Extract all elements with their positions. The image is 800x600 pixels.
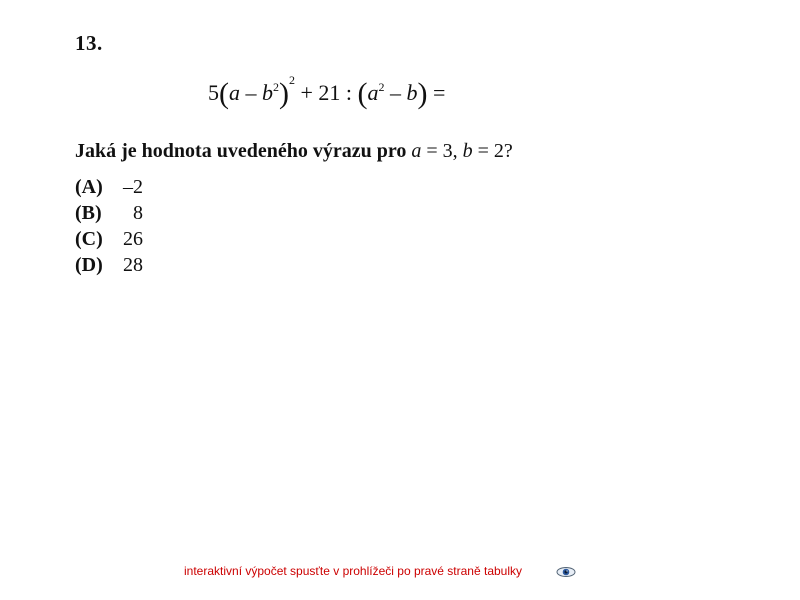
exponent: 2 [273,80,279,94]
variable-b-2: b [406,80,418,105]
option-value: –2 [123,176,143,198]
question-a-value: 3 [442,140,453,162]
question-eq-a: = [421,140,443,162]
question-prefix: Jaká je hodnota uvedeného výrazu pro [75,140,407,162]
question-eq-b: = [472,140,494,162]
right-paren-2: ) [417,77,428,110]
interactive-calc-note: interaktivní výpočet spusťte v prohlížeči po pravé straně tabulky [184,564,523,578]
option-letter: (D) [75,254,103,276]
coefficient: 5 [208,80,219,105]
option-letter: (A) [75,176,103,198]
left-paren-2: ( [357,77,368,110]
option-b [75,200,143,226]
left-paren: ( [219,77,229,110]
variable-a-2: a [367,80,379,105]
option-value: 28 [123,254,143,276]
option-letter: (C) [75,228,103,250]
exponent-2: 2 [378,80,385,94]
plus-divide: + 21 : [295,80,358,105]
outer-exponent: 2 [289,73,295,87]
equals-sign: = [427,80,446,105]
option-letter: (B) [75,202,102,224]
answer-options [75,174,143,278]
minus-sign: – [240,80,262,105]
question-var-a: a [411,140,422,162]
option-value: 8 [133,202,143,224]
minus-sign-2: – [384,80,407,105]
problem-number: 13. [75,31,103,55]
option-d [75,252,143,278]
question-text [75,140,513,163]
option-c [75,226,143,252]
option-value: 26 [123,228,143,250]
math-expression [208,74,445,109]
eye-icon[interactable] [556,566,576,578]
option-a [75,174,143,200]
right-paren: ) [279,77,289,110]
variable-b: b [262,80,273,105]
question-b-value: 2? [493,140,513,162]
variable-a: a [229,80,240,105]
question-var-b: b [462,140,473,162]
question-separator: , [452,140,463,162]
